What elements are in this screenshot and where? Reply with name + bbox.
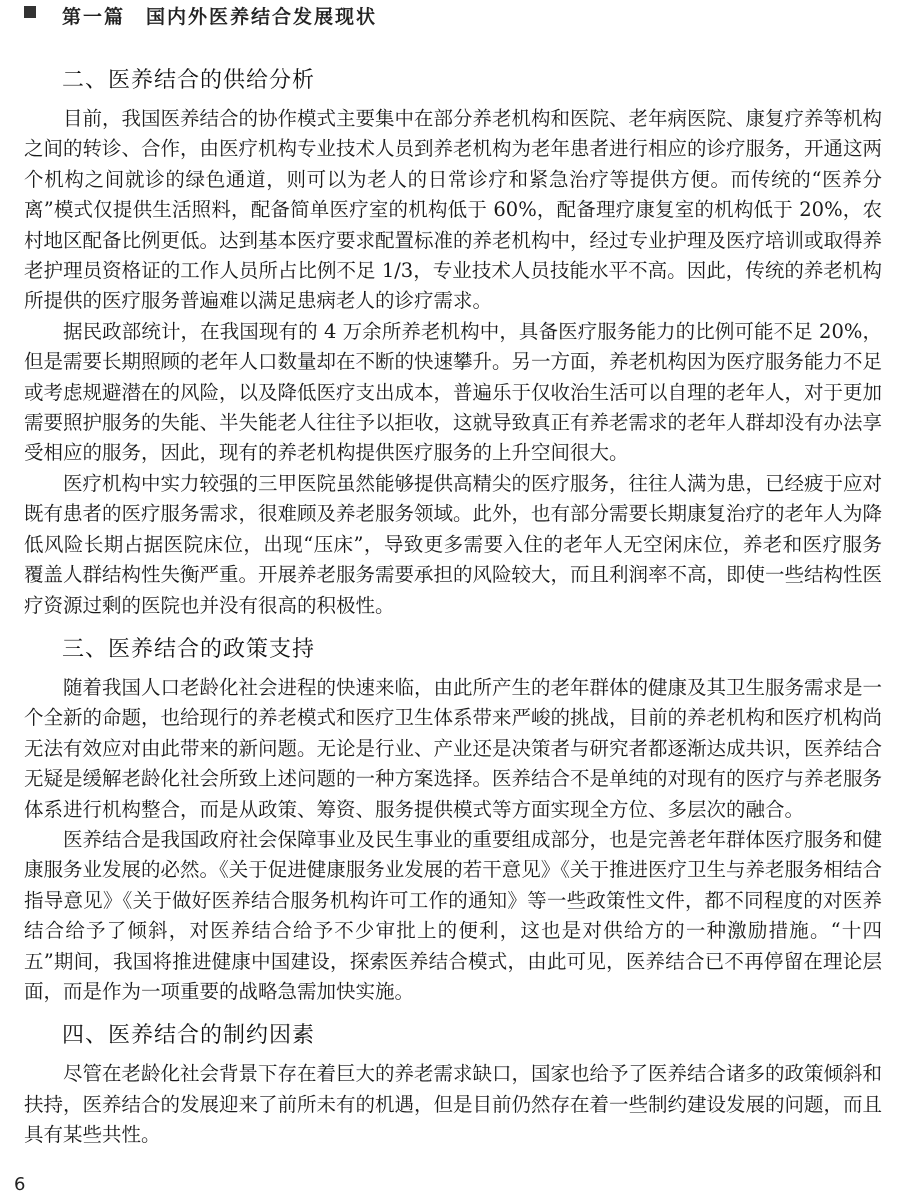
paragraph: 医养结合是我国政府社会保障事业及民生事业的重要组成部分，也是完善老年群体医疗服务和健康服务业发展的必然。《关于促进健康服务业发展的若干意见》《关于推进医疗卫生与养老服务相结合指导意见》《关于做好医养结合服务机构许可工作的通知》等一些政策性文件，都不同程度的对医养结合给予了倾斜，对医养结合给予不少审批上的便利，这也是对供给方的一种激励措施。“十四五”期间，我国将推进健康中国建设，探索医养结合模式，由此可见，医养结合已不再停留在理论层面，而是作为一项重要的战略急需加快实施。: [24, 827, 883, 1003]
page-number: 6: [14, 1174, 26, 1195]
running-header-title: 第一篇 国内外医养结合发展现状: [62, 6, 378, 28]
body-text: [24, 64, 882, 1151]
section-heading: 二、医养结合的供给分析: [62, 68, 316, 93]
section-heading: 三、医养结合的政策支持: [62, 636, 316, 662]
paragraph: 目前，我国医养结合的协作模式主要集中在部分养老机构和医院、老年病医院、康复疗养等机构之间的转诊、合作，由医疗机构专业技术人员到养老机构为老年患者进行相应的诊疗服务，开通这两个机构之间就诊的绿色通道，则可以为老人的日常诊疗和紧急治疗等提供方便。而传统的“医养分离”模式仅提供生活照料，配备简单医疗室的机构低于 60%，配备理疗康复室的机构低于 20%，农村地区配备比例更低。达到基本医疗要求配置标准的养老机构中，经过专业护理及医疗培训或取得养老护理员资格证的工作人员所占比例不足 1/3，专业技术人员技能水平不高。因此，传统的养老机构所提供的医疗服务普遍难以满足患病老人的诊疗需求。: [24, 107, 883, 313]
section-heading: 四、医养结合的制约因素: [62, 1023, 316, 1049]
paragraph: 医疗机构中实力较强的三甲医院虽然能够提供高精尖的医疗服务，往往人满为患，已经疲于应对既有患者的医疗服务需求，很难顾及养老服务领域。此外，也有部分需要长期康复治疗的老年人为降低风险长期占据医院床位，出现“压床”，导致更多需要入住的老年人无空闲床位，养老和医疗服务覆盖人群结构性失衡严重。开展养老服务需要承担的风险较大，而且利润率不高，即使一些结构性医疗资源过剩的医院也并没有很高的积极性。: [24, 471, 883, 617]
section-constraints: [24, 1019, 882, 1150]
section-supply-analysis: [24, 64, 882, 621]
running-header: [0, 0, 900, 32]
paragraph: 据民政部统计，在我国现有的 4 万余所养老机构中，具备医疗服务能力的比例可能不足 20%，但是需要长期照顾的老年人口数量却在不断的快速攀升。另一方面，养老机构因为医疗服务能力不足或考虑规避潜在的风险，以及降低医疗支出成本，普遍乐于仅收治生活可以自理的老年人，对于更加需要照护服务的失能、半失能老人往往予以拒收，这就导致真正有养老需求的老年人群却没有办法享受相应的服务，因此，现有的养老机构提供医疗服务的上升空间很大。: [24, 319, 883, 465]
paragraph: 随着我国人口老龄化社会进程的快速来临，由此所产生的老年群体的健康及其卫生服务需求是一个全新的命题，也给现行的养老模式和医疗卫生体系带来严峻的挑战，目前的养老机构和医疗机构尚无法有效应对由此带来的新问题。无论是行业、产业还是决策者与研究者都逐渐达成共识，医养结合无疑是缓解老龄化社会所致上述问题的一种方案选择。医养结合不是单纯的对现有的医疗与养老服务体系进行机构整合，而是从政策、筹资、服务提供模式等方面实现全方位、多层次的融合。: [24, 675, 883, 821]
section-policy-support: [24, 633, 882, 1007]
header-square-icon: [24, 6, 36, 18]
paragraph: 尽管在老龄化社会背景下存在着巨大的养老需求缺口，国家也给予了医养结合诸多的政策倾斜和扶持，医养结合的发展迎来了前所未有的机遇，但是目前仍然存在着一些制约建设发展的问题，而且具有某些共性。: [24, 1062, 883, 1147]
